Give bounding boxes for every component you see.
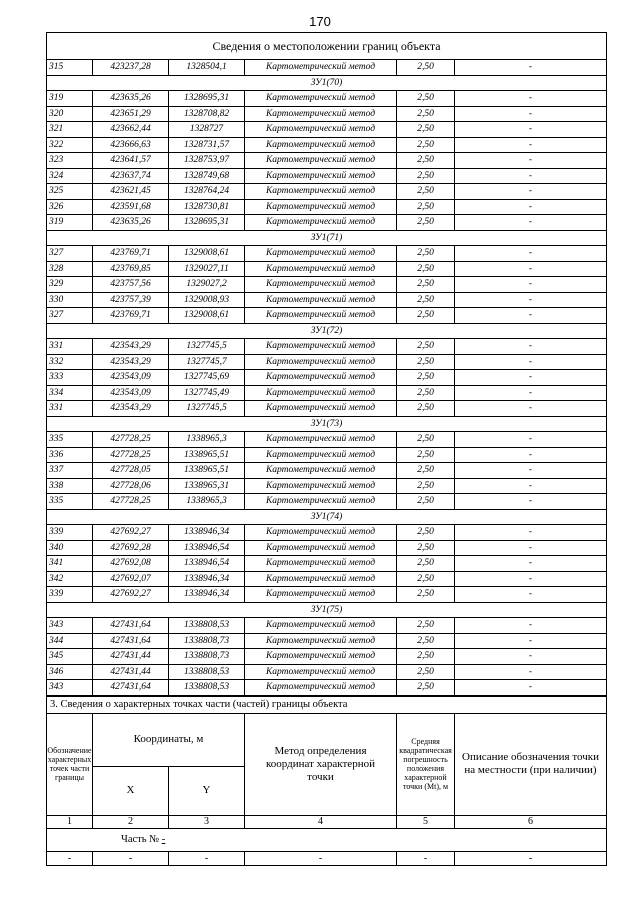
coord-x: 427728,05 [93, 463, 169, 479]
coord-y: 1338965,31 [169, 478, 245, 494]
point-number: 321 [47, 122, 93, 138]
coord-x: 423543,09 [93, 370, 169, 386]
table-row [47, 540, 607, 556]
column-index: 5 [397, 815, 455, 828]
coord-x: 427431,44 [93, 649, 169, 665]
accuracy-cell: 2,50 [397, 184, 455, 200]
coord-y: 1327745,69 [169, 370, 245, 386]
table-row [47, 184, 607, 200]
dash-cell: - [93, 851, 169, 865]
description-cell: - [455, 556, 607, 572]
table-row [47, 401, 607, 417]
description-cell: - [455, 339, 607, 355]
land-plot-title: ЗУ1(73) [47, 416, 607, 432]
coord-x: 427728,25 [93, 447, 169, 463]
coord-y: 1328695,31 [169, 91, 245, 107]
accuracy-cell: 2,50 [397, 215, 455, 231]
accuracy-cell: 2,50 [397, 556, 455, 572]
coord-x: 427692,27 [93, 587, 169, 603]
coord-y: 1327745,5 [169, 339, 245, 355]
coord-x: 423769,85 [93, 261, 169, 277]
point-number: 320 [47, 106, 93, 122]
section-title: Сведения о местоположении границ объекта [47, 33, 607, 60]
method-cell: Картометрический метод [245, 401, 397, 417]
table-row [47, 447, 607, 463]
description-cell: - [455, 540, 607, 556]
table-row [47, 633, 607, 649]
table-row [47, 525, 607, 541]
coord-y: 1338965,51 [169, 463, 245, 479]
header-x: X [93, 766, 169, 815]
method-cell: Картометрический метод [245, 122, 397, 138]
coord-y: 1328727 [169, 122, 245, 138]
coord-y: 1328731,57 [169, 137, 245, 153]
accuracy-cell: 2,50 [397, 385, 455, 401]
method-cell: Картометрический метод [245, 556, 397, 572]
accuracy-cell: 2,50 [397, 540, 455, 556]
point-number: 344 [47, 633, 93, 649]
accuracy-cell: 2,50 [397, 277, 455, 293]
header-method: Метод определения координат характерной точки [245, 713, 397, 815]
table-row [47, 385, 607, 401]
description-cell: - [455, 370, 607, 386]
point-number: 329 [47, 277, 93, 293]
table-row [47, 370, 607, 386]
point-number: 335 [47, 432, 93, 448]
coord-x: 423637,74 [93, 168, 169, 184]
point-number: 339 [47, 525, 93, 541]
accuracy-cell: 2,50 [397, 292, 455, 308]
description-cell: - [455, 525, 607, 541]
point-number: 327 [47, 308, 93, 324]
coord-x: 423635,26 [93, 91, 169, 107]
table-row [47, 587, 607, 603]
coord-y: 1338808,53 [169, 680, 245, 696]
coord-y: 1327745,5 [169, 401, 245, 417]
accuracy-cell: 2,50 [397, 168, 455, 184]
accuracy-cell: 2,50 [397, 494, 455, 510]
coord-x: 423543,29 [93, 354, 169, 370]
land-plot-title: ЗУ1(74) [47, 509, 607, 525]
coord-x: 423662,44 [93, 122, 169, 138]
coord-x: 423651,29 [93, 106, 169, 122]
accuracy-cell: 2,50 [397, 432, 455, 448]
table-row [47, 106, 607, 122]
description-cell: - [455, 153, 607, 169]
table-row [47, 494, 607, 510]
empty-data-row [47, 851, 607, 865]
method-cell: Картометрический метод [245, 664, 397, 680]
description-cell: - [455, 664, 607, 680]
description-cell: - [455, 246, 607, 262]
description-cell: - [455, 277, 607, 293]
point-number: 346 [47, 664, 93, 680]
coord-y: 1329008,61 [169, 246, 245, 262]
land-plot-header-row [47, 230, 607, 246]
description-cell: - [455, 447, 607, 463]
method-cell: Картометрический метод [245, 199, 397, 215]
method-cell: Картометрический метод [245, 463, 397, 479]
method-cell: Картометрический метод [245, 447, 397, 463]
accuracy-cell: 2,50 [397, 478, 455, 494]
table-row [47, 277, 607, 293]
header-y: Y [169, 766, 245, 815]
dash-cell: - [169, 851, 245, 865]
table-row [47, 680, 607, 696]
coord-y: 1327745,7 [169, 354, 245, 370]
coord-x: 423769,71 [93, 246, 169, 262]
description-cell: - [455, 401, 607, 417]
method-cell: Картометрический метод [245, 339, 397, 355]
part3-title: 3. Сведения о характерных точках части (частей) границы объекта [47, 696, 607, 713]
table-row [47, 478, 607, 494]
table-row [47, 292, 607, 308]
point-number: 328 [47, 261, 93, 277]
land-plot-header-row [47, 509, 607, 525]
table-row [47, 215, 607, 231]
description-cell: - [455, 494, 607, 510]
accuracy-cell: 2,50 [397, 649, 455, 665]
accuracy-cell: 2,50 [397, 571, 455, 587]
coord-y: 1338946,54 [169, 540, 245, 556]
accuracy-cell: 2,50 [397, 199, 455, 215]
description-cell: - [455, 680, 607, 696]
description-cell: - [455, 122, 607, 138]
method-cell: Картометрический метод [245, 168, 397, 184]
coord-x: 423635,26 [93, 215, 169, 231]
point-number: 345 [47, 649, 93, 665]
header-accuracy: Средняя квадратическая погрешность положения характерной точки (Mt), м [397, 713, 455, 815]
accuracy-cell: 2,50 [397, 137, 455, 153]
point-number: 340 [47, 540, 93, 556]
table-row [47, 246, 607, 262]
coord-x: 423543,29 [93, 401, 169, 417]
coord-x: 427728,25 [93, 494, 169, 510]
method-cell: Картометрический метод [245, 571, 397, 587]
description-cell: - [455, 354, 607, 370]
coord-y: 1329008,93 [169, 292, 245, 308]
accuracy-cell: 2,50 [397, 401, 455, 417]
point-number: 338 [47, 478, 93, 494]
accuracy-cell: 2,50 [397, 106, 455, 122]
method-cell: Картометрический метод [245, 308, 397, 324]
point-number: 319 [47, 215, 93, 231]
description-cell: - [455, 199, 607, 215]
accuracy-cell: 2,50 [397, 447, 455, 463]
method-cell: Картометрический метод [245, 354, 397, 370]
coord-x: 427692,28 [93, 540, 169, 556]
point-number: 337 [47, 463, 93, 479]
method-cell: Картометрический метод [245, 525, 397, 541]
point-number: 331 [47, 339, 93, 355]
coord-x: 423757,56 [93, 277, 169, 293]
coord-x: 427431,64 [93, 618, 169, 634]
description-cell: - [455, 292, 607, 308]
point-number: 326 [47, 199, 93, 215]
accuracy-cell: 2,50 [397, 122, 455, 138]
part-number-row [47, 828, 607, 851]
accuracy-cell: 2,50 [397, 246, 455, 262]
coord-x: 423641,57 [93, 153, 169, 169]
accuracy-cell: 2,50 [397, 91, 455, 107]
table-row [47, 122, 607, 138]
description-cell: - [455, 91, 607, 107]
coord-y: 1329008,61 [169, 308, 245, 324]
coord-x: 427728,25 [93, 432, 169, 448]
table-row [47, 137, 607, 153]
part-number: - [161, 833, 166, 845]
column-index: 3 [169, 815, 245, 828]
table-row [47, 649, 607, 665]
header-description: Описание обозначения точки на местности (при наличии) [455, 713, 607, 815]
point-number: 324 [47, 168, 93, 184]
table-row [47, 60, 607, 76]
table-row [47, 571, 607, 587]
method-cell: Картометрический метод [245, 106, 397, 122]
method-cell: Картометрический метод [245, 292, 397, 308]
coord-x: 423591,68 [93, 199, 169, 215]
header-designation: Обозначение характерных точек части границы [47, 713, 93, 815]
point-number: 319 [47, 91, 93, 107]
coord-y: 1329027,2 [169, 277, 245, 293]
land-plot-header-row [47, 75, 607, 91]
coord-x: 423757,39 [93, 292, 169, 308]
table-row [47, 261, 607, 277]
coord-x: 423543,29 [93, 339, 169, 355]
coord-y: 1328749,68 [169, 168, 245, 184]
accuracy-cell: 2,50 [397, 339, 455, 355]
land-plot-header-row [47, 416, 607, 432]
coord-y: 1338946,54 [169, 556, 245, 572]
land-plot-header-row [47, 602, 607, 618]
point-number: 335 [47, 494, 93, 510]
column-index: 2 [93, 815, 169, 828]
description-cell: - [455, 432, 607, 448]
coord-x: 427692,27 [93, 525, 169, 541]
method-cell: Картометрический метод [245, 680, 397, 696]
accuracy-cell: 2,50 [397, 618, 455, 634]
coord-x: 427431,64 [93, 633, 169, 649]
column-index: 1 [47, 815, 93, 828]
coord-y: 1328504,1 [169, 60, 245, 76]
description-cell: - [455, 168, 607, 184]
table-row [47, 199, 607, 215]
accuracy-cell: 2,50 [397, 664, 455, 680]
table-row [47, 556, 607, 572]
description-cell: - [455, 649, 607, 665]
description-cell: - [455, 587, 607, 603]
table-row [47, 618, 607, 634]
dash-cell: - [455, 851, 607, 865]
coord-y: 1329027,11 [169, 261, 245, 277]
table-row [47, 91, 607, 107]
point-number: 332 [47, 354, 93, 370]
page-number: 170 [309, 14, 331, 29]
part3-table [46, 696, 607, 866]
coord-y: 1328753,97 [169, 153, 245, 169]
point-number: 331 [47, 401, 93, 417]
coord-x: 427692,08 [93, 556, 169, 572]
coord-y: 1338808,73 [169, 649, 245, 665]
accuracy-cell: 2,50 [397, 354, 455, 370]
land-plot-title: ЗУ1(71) [47, 230, 607, 246]
method-cell: Картометрический метод [245, 60, 397, 76]
point-number: 322 [47, 137, 93, 153]
coord-y: 1338946,34 [169, 587, 245, 603]
method-cell: Картометрический метод [245, 385, 397, 401]
method-cell: Картометрический метод [245, 494, 397, 510]
land-plot-header-row [47, 323, 607, 339]
point-number: 315 [47, 60, 93, 76]
method-cell: Картометрический метод [245, 261, 397, 277]
coord-x: 427692,07 [93, 571, 169, 587]
coord-y: 1338946,34 [169, 571, 245, 587]
accuracy-cell: 2,50 [397, 60, 455, 76]
description-cell: - [455, 571, 607, 587]
method-cell: Картометрический метод [245, 432, 397, 448]
table-row [47, 308, 607, 324]
point-number: 343 [47, 680, 93, 696]
coord-x: 423621,45 [93, 184, 169, 200]
method-cell: Картометрический метод [245, 370, 397, 386]
land-plot-title: ЗУ1(70) [47, 75, 607, 91]
coord-y: 1338946,34 [169, 525, 245, 541]
coord-x: 423666,63 [93, 137, 169, 153]
method-cell: Картометрический метод [245, 649, 397, 665]
method-cell: Картометрический метод [245, 137, 397, 153]
point-number: 325 [47, 184, 93, 200]
land-plot-title: ЗУ1(72) [47, 323, 607, 339]
coord-y: 1338965,3 [169, 494, 245, 510]
method-cell: Картометрический метод [245, 215, 397, 231]
coord-x: 427431,44 [93, 664, 169, 680]
table-row [47, 463, 607, 479]
coord-y: 1328764,24 [169, 184, 245, 200]
method-cell: Картометрический метод [245, 633, 397, 649]
coord-y: 1338808,53 [169, 618, 245, 634]
point-number: 327 [47, 246, 93, 262]
point-number: 343 [47, 618, 93, 634]
coord-y: 1328695,31 [169, 215, 245, 231]
description-cell: - [455, 633, 607, 649]
description-cell: - [455, 184, 607, 200]
method-cell: Картометрический метод [245, 618, 397, 634]
method-cell: Картометрический метод [245, 587, 397, 603]
table-row [47, 432, 607, 448]
accuracy-cell: 2,50 [397, 587, 455, 603]
point-number: 339 [47, 587, 93, 603]
coord-y: 1328708,82 [169, 106, 245, 122]
description-cell: - [455, 385, 607, 401]
accuracy-cell: 2,50 [397, 308, 455, 324]
description-cell: - [455, 137, 607, 153]
method-cell: Картометрический метод [245, 540, 397, 556]
coord-y: 1338965,3 [169, 432, 245, 448]
land-plot-title: ЗУ1(75) [47, 602, 607, 618]
description-cell: - [455, 106, 607, 122]
point-number: 333 [47, 370, 93, 386]
method-cell: Картометрический метод [245, 184, 397, 200]
accuracy-cell: 2,50 [397, 633, 455, 649]
coord-y: 1338808,53 [169, 664, 245, 680]
column-index-row [47, 815, 607, 828]
method-cell: Картометрический метод [245, 91, 397, 107]
accuracy-cell: 2,50 [397, 463, 455, 479]
accuracy-cell: 2,50 [397, 153, 455, 169]
accuracy-cell: 2,50 [397, 261, 455, 277]
coord-x: 423237,28 [93, 60, 169, 76]
coord-y: 1328730,81 [169, 199, 245, 215]
method-cell: Картометрический метод [245, 153, 397, 169]
description-cell: - [455, 478, 607, 494]
table-row [47, 664, 607, 680]
document-frame [46, 32, 606, 866]
table-row [47, 168, 607, 184]
boundary-table [46, 32, 607, 696]
method-cell: Картометрический метод [245, 478, 397, 494]
table-row [47, 339, 607, 355]
point-number: 342 [47, 571, 93, 587]
accuracy-cell: 2,50 [397, 525, 455, 541]
dash-cell: - [397, 851, 455, 865]
description-cell: - [455, 60, 607, 76]
dash-cell: - [245, 851, 397, 865]
description-cell: - [455, 463, 607, 479]
description-cell: - [455, 261, 607, 277]
accuracy-cell: 2,50 [397, 680, 455, 696]
dash-cell: - [47, 851, 93, 865]
point-number: 334 [47, 385, 93, 401]
description-cell: - [455, 308, 607, 324]
coord-y: 1338965,51 [169, 447, 245, 463]
point-number: 336 [47, 447, 93, 463]
coord-x: 423769,71 [93, 308, 169, 324]
header-coords: Координаты, м [93, 713, 245, 766]
coord-x: 423543,09 [93, 385, 169, 401]
description-cell: - [455, 215, 607, 231]
coord-x: 427431,64 [93, 680, 169, 696]
coord-x: 427728,06 [93, 478, 169, 494]
coord-y: 1327745,49 [169, 385, 245, 401]
point-number: 330 [47, 292, 93, 308]
accuracy-cell: 2,50 [397, 370, 455, 386]
point-number: 341 [47, 556, 93, 572]
method-cell: Картометрический метод [245, 246, 397, 262]
table-row [47, 354, 607, 370]
point-number: 323 [47, 153, 93, 169]
column-index: 4 [245, 815, 397, 828]
part-label: Часть № [121, 833, 160, 845]
method-cell: Картометрический метод [245, 277, 397, 293]
description-cell: - [455, 618, 607, 634]
column-index: 6 [455, 815, 607, 828]
table-row [47, 153, 607, 169]
coord-y: 1338808,73 [169, 633, 245, 649]
